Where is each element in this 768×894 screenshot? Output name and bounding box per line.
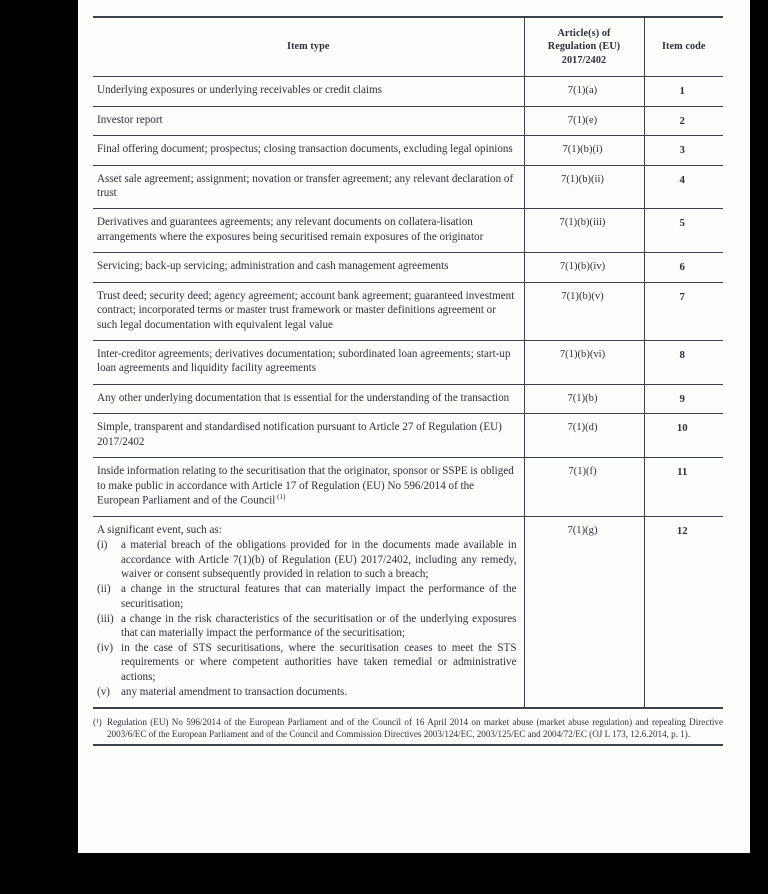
table-row	[93, 282, 723, 340]
table-row	[93, 165, 723, 209]
footnote-text: Regulation (EU) No 596/2014 of the European Parliament and of the Council of 16 April 2014 on market abuse (market abuse regulation) and repealing Directive 2003/6/EC of the European Parliament and of the Council and Commission Directives 2003/124/EC, 2003/125/EC and 2004/72/EC (OJ L 173, 12.6.2014, p. 1).	[107, 717, 723, 740]
item-type-text: Underlying exposures or underlying receivables or credit claims	[97, 84, 382, 97]
table-row	[93, 209, 723, 253]
cell-item-type	[93, 282, 524, 340]
cell-item-code: 3	[644, 136, 723, 165]
table-body	[93, 77, 723, 708]
footnote-reference-marker: (1)	[275, 492, 286, 501]
cell-article-reference: 7(1)(b)(ii)	[524, 165, 644, 209]
sub-item	[97, 538, 517, 581]
column-header-articles-l2: Regulation (EU)	[547, 41, 621, 53]
column-header-articles-l3: 2017/2402	[561, 54, 607, 66]
cell-item-type	[93, 517, 524, 708]
table-row	[93, 384, 723, 413]
table-row	[93, 341, 723, 385]
disclosure-items-table	[93, 16, 723, 709]
column-header-articles	[524, 17, 644, 77]
table-header	[93, 17, 723, 77]
cell-item-code: 12	[644, 517, 723, 708]
cell-item-type	[93, 209, 524, 253]
cell-article-reference: 7(1)(e)	[524, 106, 644, 135]
cell-item-type	[93, 165, 524, 209]
cell-item-type	[93, 136, 524, 165]
item-type-text: Derivatives and guarantees agreements; any relevant documents on collatera-lisation arrangements where the exposures being securitised remain exposures of the originator	[97, 216, 484, 243]
sub-item-text: a material breach of the obligations provided for in the documents made available in accordance with Article 7(1)(b) of Regulation (EU) 2017/2402, including any remedy, waiver or consent subsequently provided in relation to such a breach;	[121, 539, 517, 581]
table-container	[93, 16, 723, 709]
table-row	[93, 458, 723, 517]
cell-article-reference: 7(1)(b)(i)	[524, 136, 644, 165]
cell-item-code: 8	[644, 341, 723, 385]
cell-item-code: 7	[644, 282, 723, 340]
cell-article-reference: 7(1)(f)	[524, 458, 644, 517]
item-type-text: A significant event, such as:	[97, 524, 222, 537]
table-row	[93, 517, 723, 708]
cell-article-reference: 7(1)(b)(iv)	[524, 253, 644, 282]
cell-item-code: 1	[644, 77, 723, 106]
column-header-articles-l1: Article(s) of	[557, 28, 611, 39]
sub-item-marker: (i)	[97, 539, 108, 552]
footnote-separator-rule	[93, 744, 723, 746]
sub-item	[97, 641, 517, 684]
item-type-text: Trust deed; security deed; agency agreement; account bank agreement; guaranteed investment contract; incorporated terms or master trust framework or master definitions agreement or such legal documentation with equivalent legal value	[97, 289, 515, 331]
cell-item-type	[93, 77, 524, 106]
item-type-text: Investor report	[97, 113, 163, 126]
cell-article-reference: 7(1)(g)	[524, 517, 644, 708]
sub-item-text: a change in the risk characteristics of the securitisation or of the underlying exposures that can materially impact the performance of the securitisation;	[121, 612, 517, 640]
cell-item-type	[93, 384, 524, 413]
footnote-row	[93, 716, 723, 740]
cell-item-type	[93, 414, 524, 458]
sub-item-list	[97, 538, 517, 699]
cell-item-code: 9	[644, 384, 723, 413]
item-type-text: Servicing; back-up servicing; administration and cash management agreements	[97, 260, 449, 273]
item-type-text: Final offering document; prospectus; closing transaction documents, excluding legal opinions	[97, 143, 513, 156]
document-page	[78, 0, 750, 853]
cell-item-code: 2	[644, 106, 723, 135]
sub-item-marker: (iv)	[97, 641, 114, 654]
item-type-text: Inside information relating to the securitisation that the originator, sponsor or SSPE is obliged to make public in accordance with Article 17 of Regulation (EU) No 596/2014 of the European Parliament and of the Council $^{(1)}$	[97, 465, 514, 507]
table-row	[93, 136, 723, 165]
footnote-marker: (¹)	[93, 717, 102, 727]
item-type-text: Asset sale agreement; assignment; novation or transfer agreement; any relevant declaration of trust	[97, 172, 514, 200]
table-row	[93, 77, 723, 106]
table-row	[93, 253, 723, 282]
item-type-text: Inter-creditor agreements; derivatives documentation; subordinated loan agreements; start-up loan agreements and liquidity facility agreements	[97, 348, 511, 375]
sub-item-text: a change in the structural features that can materially impact the performance of the securitisation;	[121, 583, 517, 610]
cell-article-reference: 7(1)(a)	[524, 77, 644, 106]
cell-item-code: 11	[644, 458, 723, 517]
sub-item	[97, 612, 517, 641]
cell-item-code: 10	[644, 414, 723, 458]
table-header-row	[93, 17, 723, 77]
sub-item	[97, 582, 517, 611]
sub-item-text: any material amendment to transaction documents.	[121, 685, 348, 698]
cell-article-reference: 7(1)(d)	[524, 414, 644, 458]
cell-item-type	[93, 106, 524, 135]
cell-item-type	[93, 253, 524, 282]
cell-item-type	[93, 458, 524, 517]
cell-item-code: 4	[644, 165, 723, 209]
item-type-text: Simple, transparent and standardised notification pursuant to Article 27 of Regulation (EU) 2017/2402	[97, 421, 502, 448]
table-row	[93, 414, 723, 458]
sub-item-marker: (ii)	[97, 583, 111, 596]
table-row	[93, 106, 723, 135]
cell-article-reference: 7(1)(b)	[524, 384, 644, 413]
column-header-item-code: Item code	[644, 17, 723, 77]
sub-item-marker: (iii)	[97, 612, 114, 625]
item-type-text: Any other underlying documentation that is essential for the understanding of the transaction	[97, 391, 510, 404]
footnote	[93, 716, 723, 740]
cell-item-code: 6	[644, 253, 723, 282]
cell-item-type	[93, 341, 524, 385]
sub-item-text: in the case of STS securitisations, where the securitisation ceases to meet the STS requirements or where competent authorities have taken remedial or administrative actions;	[121, 641, 517, 683]
cell-item-code: 5	[644, 209, 723, 253]
sub-item	[97, 685, 517, 699]
cell-article-reference: 7(1)(b)(vi)	[524, 341, 644, 385]
cell-article-reference: 7(1)(b)(v)	[524, 282, 644, 340]
column-header-item-type: Item type	[93, 17, 524, 77]
cell-article-reference: 7(1)(b)(iii)	[524, 209, 644, 253]
sub-item-marker: (v)	[97, 685, 110, 698]
